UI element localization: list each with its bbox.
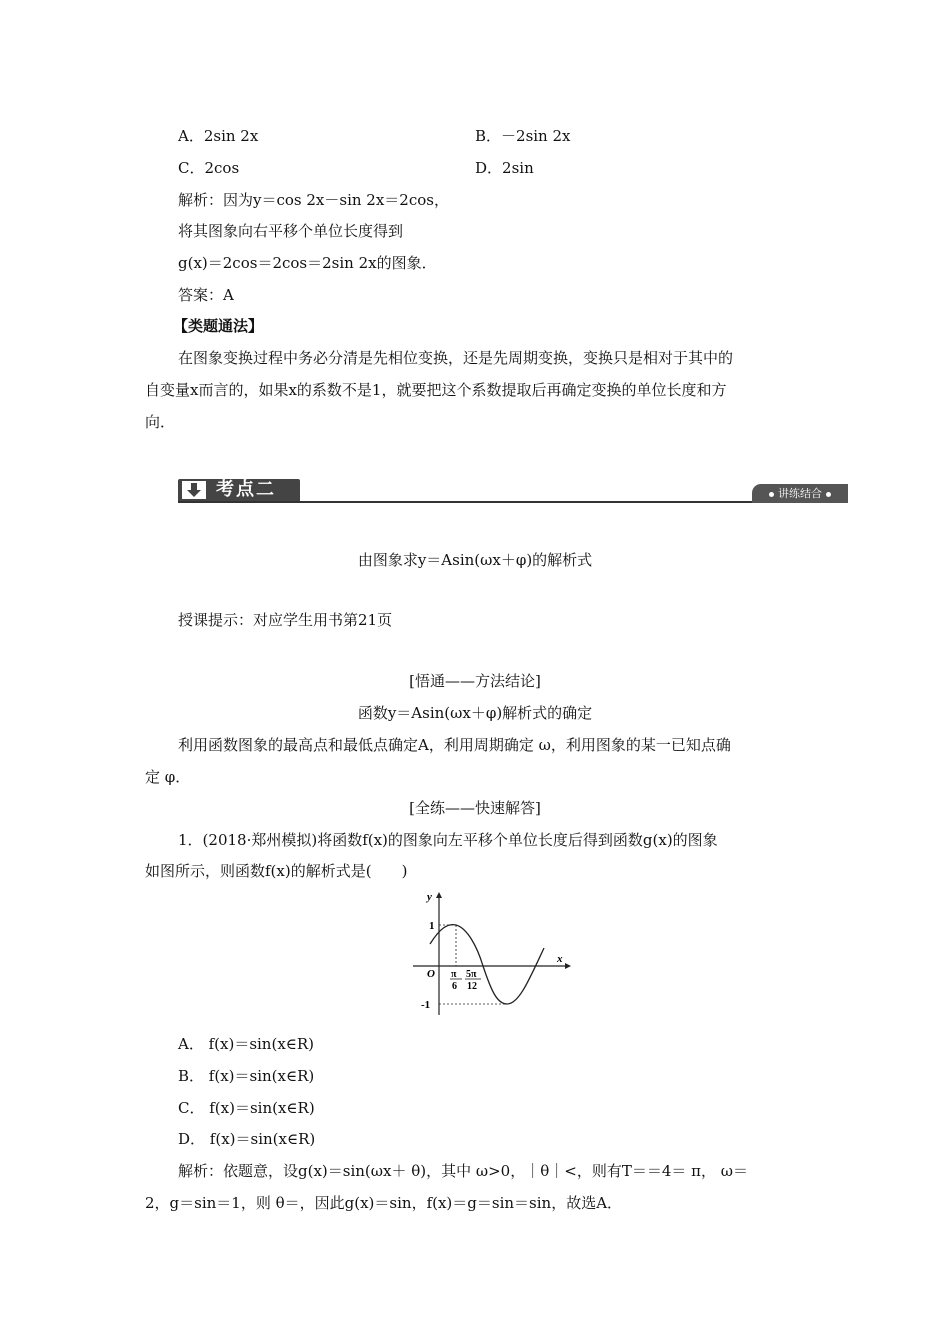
method-title: 【类题通法】: [173, 317, 264, 335]
banner-tag: [178, 479, 300, 501]
banner-right-label: 讲练结合: [778, 487, 822, 500]
option-b: B．－2sin 2x: [475, 127, 571, 145]
y-tick-neg1: -1: [421, 999, 431, 1011]
function-graph: [405, 880, 585, 1020]
banner-rule: [178, 501, 848, 503]
q1-option-c: C． f(x)＝sin(x∈R): [178, 1099, 315, 1117]
analysis-line: 2，g＝sin＝1，则 θ＝，因此g(x)＝sin，f(x)＝g＝sin＝sin，故选A．: [145, 1194, 623, 1212]
question-line: 1．(2018·郑州模拟)将函数f(x)的图象向左平移个单位长度后得到函数g(x)的图象: [178, 831, 718, 849]
option-c: C．2cos: [178, 159, 240, 177]
q1-option-b: B． f(x)＝sin(x∈R): [178, 1067, 315, 1085]
down-arrow-icon: [182, 481, 206, 499]
body-line: 定 φ．: [145, 768, 191, 786]
x-tick-2-den: 12: [467, 981, 477, 992]
section-banner: [178, 479, 848, 505]
analysis-line: 将其图象向右平移个单位长度得到: [178, 222, 404, 240]
subhead-function: 函数y＝Asin(ωx＋φ)解析式的确定: [357, 704, 593, 722]
analysis-line: g(x)＝2cos＝2cos＝2sin 2x的图象．: [178, 254, 437, 272]
dot-icon: [826, 492, 831, 497]
q1-option-d: D． f(x)＝sin(x∈R): [178, 1130, 316, 1148]
section-title: 由图象求y＝Asin(ωx＋φ)的解析式: [357, 551, 593, 569]
option-a: A．2sin 2x: [178, 127, 259, 145]
method-line: 在图象变换过程中务必分清是先相位变换，还是先周期变换，变换只是相对于其中的: [178, 349, 734, 367]
y-axis-arrow: [436, 892, 442, 898]
analysis-line: 解析：依题意，设g(x)＝sin(ωx＋ θ)，其中 ω>0，｜θ｜<，则有T＝＝4＝ π， ω＝: [178, 1162, 749, 1180]
method-line: 自变量x而言的，如果x的系数不是1，就要把这个系数提取后再确定变换的单位长度和方: [145, 381, 727, 399]
y-axis-label: y: [427, 891, 432, 903]
sine-curve: [430, 925, 544, 1004]
x-tick-1-den: 6: [452, 981, 457, 992]
option-d: D．2sin: [475, 159, 534, 177]
banner-label: 考点二: [216, 479, 276, 500]
subhead-practice: [全练——快速解答]: [409, 799, 541, 817]
x-tick-1-num: π: [451, 969, 457, 980]
teaching-hint: 授课提示：对应学生用书第21页: [178, 611, 393, 629]
x-axis-label: x: [557, 953, 563, 965]
dot-icon: [769, 492, 774, 497]
origin-label: O: [427, 968, 435, 980]
y-tick-1: 1: [429, 920, 435, 932]
subhead-method: [悟通——方法结论]: [409, 672, 541, 690]
x-tick-2-num: 5π: [466, 969, 477, 980]
answer: 答案：A: [178, 286, 234, 304]
method-line: 向．: [145, 413, 176, 431]
banner-right-tag: [752, 484, 848, 503]
q1-option-a: A． f(x)＝sin(x∈R): [178, 1035, 315, 1053]
body-line: 利用函数图象的最高点和最低点确定A，利用周期确定 ω，利用图象的某一已知点确: [178, 736, 731, 754]
question-line: 如图所示，则函数f(x)的解析式是( ): [145, 862, 408, 880]
analysis-line: 解析：因为y＝cos 2x－sin 2x＝2cos，: [178, 191, 449, 209]
x-axis-arrow: [565, 963, 571, 969]
